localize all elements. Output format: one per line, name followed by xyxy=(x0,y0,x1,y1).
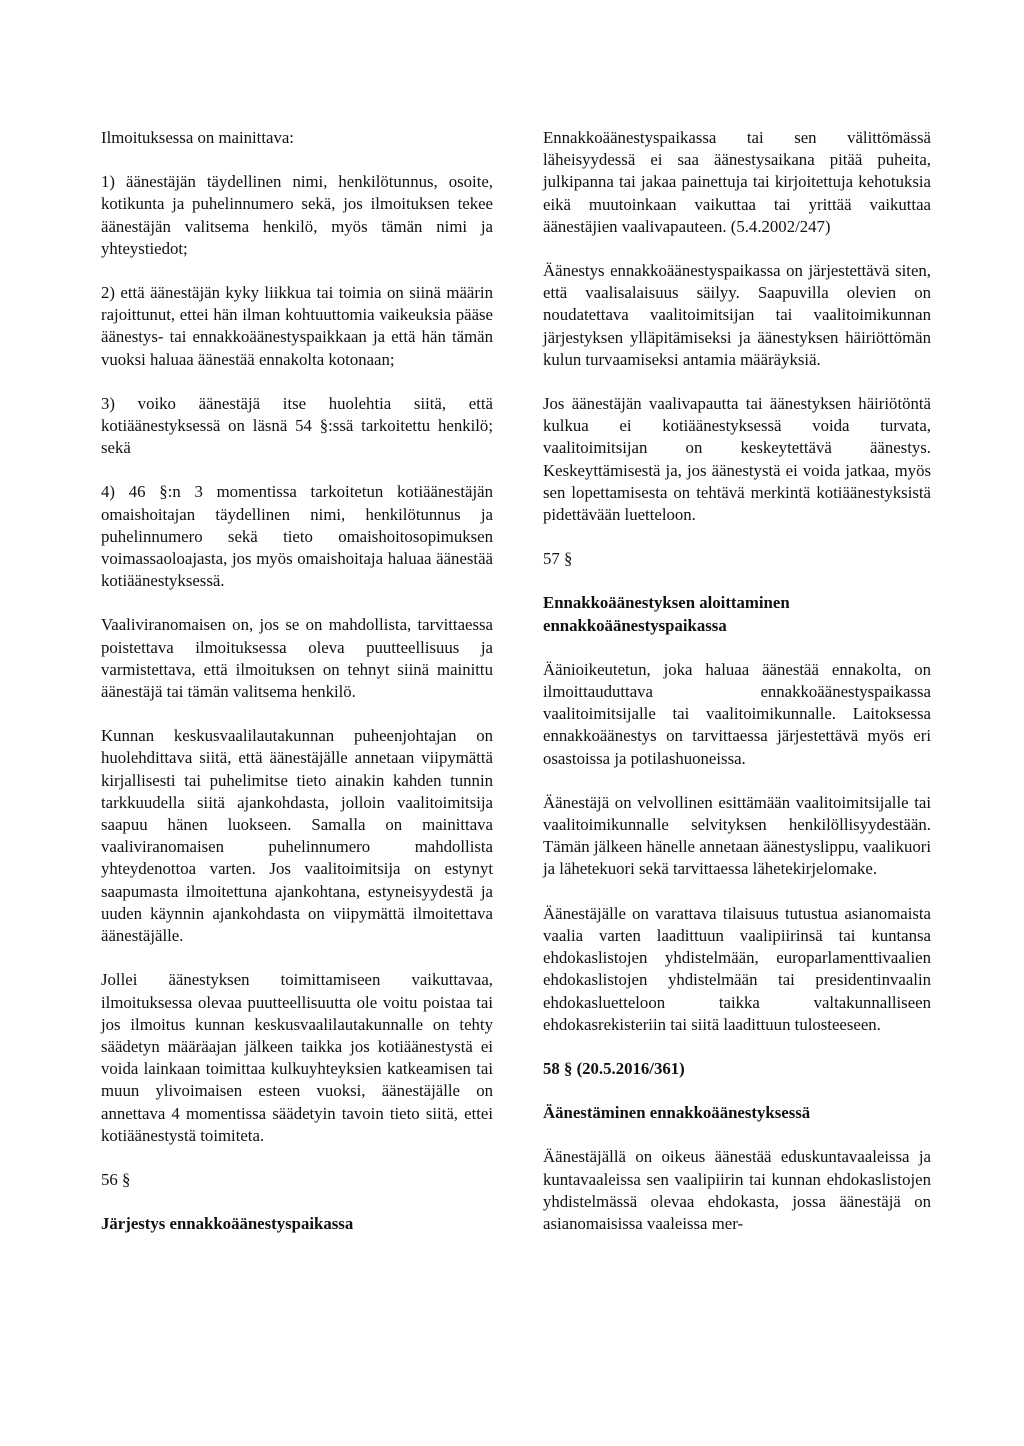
paragraph-voting-right: Äänestäjällä on oikeus äänestää eduskuntavaaleissa ja kuntavaaleissa sen vaalipiirin tai kunnan ehdokaslistojen yhdistelmässä olevaa ehdokasta, jossa äänestäjä on asianomaisissa vaaleissa mer- xyxy=(543,1147,931,1233)
paragraph-identification: Äänestäjä on velvollinen esittämään vaalitoimitsijalle tai vaalitoimikunnalle selvityksen henkilöllisyydestään. Tämän jälkeen hänelle annetaan äänestyslippu, vaalikuori ja lähetekuori sekä tarvittaessa lähetekirjelomake. xyxy=(543,792,931,879)
right-column xyxy=(543,127,931,1235)
section-number-56: 56 § xyxy=(101,1169,131,1189)
section-number-57: 57 § xyxy=(543,549,573,569)
section-heading-58: Äänestäminen ennakkoäänestyksessä xyxy=(543,1103,811,1123)
paragraph-cancellation: Jollei äänestyksen toimittamiseen vaikuttavaa, ilmoituksessa olevaa puutteellisuutta ole voitu poistaa tai jos ilmoitus kunnan keskusvaalilautakunnalle on tehty säädetyn määräajan jälkeen taikka jos kotiäänestystä ei voida lainkaan toimittaa kulkuyhteyksien katkeamisen tai muun ylivoimaisen esteen vuoksi, äänestäjälle on annettava 4 momentissa säädetyin tavoin tieto siitä, ettei kotiäänestystä toimiteta. xyxy=(101,970,493,1145)
paragraph-interruption: Jos äänestäjän vaalivapautta tai äänestyksen häiriötöntä kulkua ei kotiäänestyksessä voida turvata, vaalitoimitsijan on keskeytettävä äänestys. Keskeyttämisestä ja, jos äänestystä ei voida jatkaa, myös sen lopettamisesta on tehtävä merkintä kotiäänestyksistä pidettävään luetteloon. xyxy=(543,394,931,525)
list-item-2: 2) että äänestäjän kyky liikkua tai toimia on siinä määrin rajoittunut, ettei hän ilman kohtuuttomia vaikeuksia pääse äänestys- tai ennakkoäänestyspaikkaan ja että hän tämän vuoksi haluaa äänestää ennakolta kotonaan; xyxy=(101,283,493,369)
section-heading-56: Järjestys ennakkoäänestyspaikassa xyxy=(101,1214,354,1234)
list-item-1: 1) äänestäjän täydellinen nimi, henkilötunnus, osoite, kotikunta ja puhelinnumero sekä, jos ilmoituksen tekee äänestäjän valitsema henkilö, myös tämän nimi ja yhteystiedot; xyxy=(101,172,493,258)
list-item-4: 4) 46 §:n 3 momentissa tarkoitetun kotiäänestäjän omaishoitajan täydellinen nimi, henkilötunnus ja puhelinnumero sekä tieto omaishoitosopimuksen voimassaoloajasta, jos myös omaishoitaja haluaa äänestää kotiäänestyksessä. xyxy=(101,482,493,591)
section-heading-57: Ennakkoäänestyksen aloittaminen ennakkoäänestyspaikassa xyxy=(543,593,790,635)
section-number-58: 58 § (20.5.2016/361) xyxy=(543,1058,685,1078)
paragraph-correction: Vaaliviranomaisen on, jos se on mahdollista, tarvittaessa poistettava ilmoituksessa oleva puutteellisuus ja varmistettava, että ilmoituksen on tehnyt siinä mainittu äänestäjä tai tämän valitsema henkilö. xyxy=(101,615,493,702)
left-column xyxy=(101,127,493,1257)
paragraph-candidate-lists: Äänestäjälle on varattava tilaisuus tutustua asianomaista vaalia varten laadittuun vaalipiirinsä tai kuntansa ehdokaslistojen yhdistelmään, europarlamenttivaalien ehdokaslistojen yhdistelmään tai presidentinvaalin ehdokasluetteloon taikka valtakunnalliseen ehdokasrekisteriin tai siitä laadittuun tulosteeseen. xyxy=(543,903,931,1034)
list-item-3: 3) voiko äänestäjä itse huolehtia siitä, että kotiäänestyksessä on läsnä 54 §:ssä tarkoitettu henkilö; sekä xyxy=(101,393,493,458)
paragraph-notification: Kunnan keskusvaalilautakunnan puheenjohtajan on huolehdittava siitä, että äänestäjälle annetaan viipymättä kirjallisesti tai puhelimitse tieto ainakin kahden tunnin tarkkuudella siitä ajankohdasta, jolloin vaalitoimitsija saapuu hänen luokseen. Samalla on mainittava vaaliviranomaisen puhelinnumero mahdollista yhteydenottoa varten. Jos vaalitoimitsija on estynyt saapumasta ilmoitettuna ajankohtana, estyneisyydestä ja uuden käynnin ajankohdasta on viipymättä ilmoitettava äänestäjälle. xyxy=(101,726,493,946)
paragraph-registration: Äänioikeutetun, joka haluaa äänestää ennakolta, on ilmoittauduttava ennakkoäänestyspaikassa vaalitoimitsijalle tai vaalitoimikunnalle. Laitoksessa ennakkoäänestys on tarvittaessa järjestettävä myös eri osastoissa ja potilashuoneissa. xyxy=(543,659,931,768)
intro-text: Ilmoituksessa on mainittava: xyxy=(101,128,294,147)
paragraph-secrecy: Äänestys ennakkoäänestyspaikassa on järjestettävä siten, että vaalisalaisuus säilyy. Saapuvilla olevien on noudatettava vaalitoimitsijan tai vaalitoimikunnan järjestyksen ylläpitämiseksi ja äänestyksen häiriöttömän kulun turvaamiseksi antamia määräyksiä. xyxy=(543,261,931,369)
paragraph-campaigning: Ennakkoäänestyspaikassa tai sen välittömässä läheisyydessä ei saa äänestysaikana pitää puheita, julkipanna tai jakaa painettuja tai kirjoitettuja kehotuksia eikä muutoinkaan vaikuttaa tai yrittää vaikuttaa äänestäjien vaalivapauteen. (5.4.2002/247) xyxy=(543,128,931,236)
